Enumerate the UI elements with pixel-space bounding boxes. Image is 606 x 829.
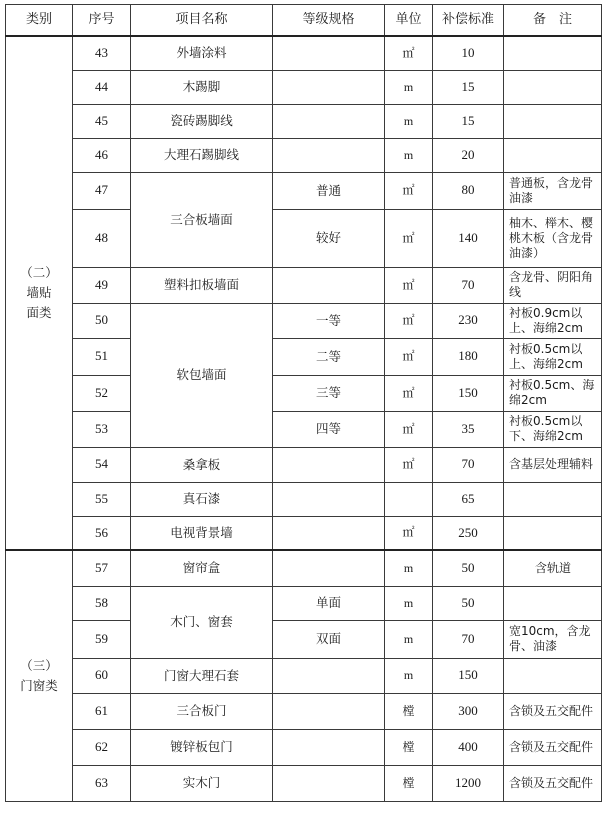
row-number: 56 <box>73 516 131 550</box>
standard-cell: 35 <box>433 411 504 447</box>
unit-cell <box>385 482 433 516</box>
grade-cell <box>273 765 385 801</box>
grade-cell: 较好 <box>273 209 385 267</box>
category-label: 墙贴 <box>26 285 52 300</box>
table-row <box>6 209 602 267</box>
item-name: 外墙涂料 <box>131 36 273 70</box>
remarks-cell: 衬板0.9cm以上、海绵2cm <box>504 303 602 338</box>
unit-cell: m <box>385 620 433 658</box>
item-name: 软包墙面 <box>131 303 273 447</box>
row-number: 45 <box>73 104 131 138</box>
standard-cell: 70 <box>433 267 504 303</box>
row-number: 47 <box>73 172 131 209</box>
standard-cell: 15 <box>433 70 504 104</box>
remarks-cell: 含锁及五交配件 <box>504 729 602 765</box>
category-label: 面类 <box>26 305 52 320</box>
header-standard: 补偿标准 <box>433 5 504 37</box>
table-row <box>6 658 602 693</box>
remarks-cell <box>504 138 602 172</box>
grade-cell: 普通 <box>273 172 385 209</box>
remarks-cell <box>504 104 602 138</box>
row-number: 53 <box>73 411 131 447</box>
grade-cell <box>273 447 385 482</box>
standard-cell: 150 <box>433 658 504 693</box>
table-row <box>6 303 602 338</box>
table-row <box>6 447 602 482</box>
unit-cell: ㎡ <box>385 36 433 70</box>
row-number: 51 <box>73 338 131 375</box>
grade-cell <box>273 729 385 765</box>
standard-cell: 70 <box>433 447 504 482</box>
row-number: 54 <box>73 447 131 482</box>
unit-cell: ㎡ <box>385 209 433 267</box>
item-name: 镀锌板包门 <box>131 729 273 765</box>
unit-cell: m <box>385 70 433 104</box>
grade-cell <box>273 658 385 693</box>
remarks-cell <box>504 586 602 620</box>
header-remarks: 备 注 <box>504 5 602 37</box>
table-row <box>6 693 602 729</box>
header-category: 类别 <box>6 5 73 37</box>
table-row <box>6 586 602 620</box>
standard-cell: 50 <box>433 586 504 620</box>
remarks-cell: 含锁及五交配件 <box>504 693 602 729</box>
standard-cell: 70 <box>433 620 504 658</box>
remarks-cell: 衬板0.5cm、海绵2cm <box>504 375 602 411</box>
table-row <box>6 70 602 104</box>
category-label: （三） <box>20 657 58 673</box>
item-name: 真石漆 <box>131 482 273 516</box>
table-row <box>6 375 602 411</box>
grade-cell <box>273 516 385 550</box>
item-name: 电视背景墙 <box>131 516 273 550</box>
table-row <box>6 36 602 70</box>
item-name: 三合板门 <box>131 693 273 729</box>
standard-cell: 1200 <box>433 765 504 801</box>
standard-cell: 230 <box>433 303 504 338</box>
unit-cell: m <box>385 138 433 172</box>
standard-cell: 65 <box>433 482 504 516</box>
header-item-name: 项目名称 <box>131 5 273 37</box>
row-number: 50 <box>73 303 131 338</box>
row-number: 44 <box>73 70 131 104</box>
unit-cell: ㎡ <box>385 172 433 209</box>
standard-cell: 80 <box>433 172 504 209</box>
remarks-cell: 宽10cm，含龙骨、油漆 <box>504 620 602 658</box>
remarks-cell: 普通板，含龙骨油漆 <box>504 172 602 209</box>
table-row <box>6 138 602 172</box>
row-number: 43 <box>73 36 131 70</box>
category-cell-wall <box>6 36 73 550</box>
remarks-cell: 含基层处理辅料 <box>504 447 602 482</box>
item-name: 木门、窗套 <box>131 586 273 658</box>
grade-cell <box>273 693 385 729</box>
remarks-cell: 含锁及五交配件 <box>504 765 602 801</box>
unit-cell: ㎡ <box>385 411 433 447</box>
row-number: 58 <box>73 586 131 620</box>
standard-cell: 10 <box>433 36 504 70</box>
table-row <box>6 411 602 447</box>
item-name: 瓷砖踢脚线 <box>131 104 273 138</box>
remarks-cell: 衬板0.5cm以上、海绵2cm <box>504 338 602 375</box>
row-number: 62 <box>73 729 131 765</box>
table-row <box>6 550 602 586</box>
table-row <box>6 482 602 516</box>
item-name: 桑拿板 <box>131 447 273 482</box>
standard-cell: 250 <box>433 516 504 550</box>
remarks-cell: 衬板0.5cm以下、海绵2cm <box>504 411 602 447</box>
unit-cell: ㎡ <box>385 375 433 411</box>
item-name: 窗帘盒 <box>131 550 273 586</box>
unit-cell: ㎡ <box>385 267 433 303</box>
item-name: 木踢脚 <box>131 70 273 104</box>
category-label: 门窗类 <box>20 677 58 693</box>
remarks-cell <box>504 516 602 550</box>
remarks-cell: 含轨道 <box>504 550 602 586</box>
table-row <box>6 516 602 550</box>
table-row <box>6 729 602 765</box>
unit-cell: m <box>385 104 433 138</box>
standard-cell: 300 <box>433 693 504 729</box>
row-number: 63 <box>73 765 131 801</box>
remarks-cell: 柚木、榉木、樱桃木板（含龙骨油漆） <box>504 209 602 267</box>
remarks-cell: 含龙骨、阴阳角线 <box>504 267 602 303</box>
grade-cell: 三等 <box>273 375 385 411</box>
unit-cell: 樘 <box>385 765 433 801</box>
grade-cell <box>273 550 385 586</box>
unit-cell: 樘 <box>385 729 433 765</box>
row-number: 46 <box>73 138 131 172</box>
grade-cell <box>273 70 385 104</box>
item-name: 塑料扣板墙面 <box>131 267 273 303</box>
grade-cell: 一等 <box>273 303 385 338</box>
table-row <box>6 620 602 658</box>
unit-cell: ㎡ <box>385 447 433 482</box>
unit-cell: m <box>385 658 433 693</box>
row-number: 52 <box>73 375 131 411</box>
item-name: 大理石踢脚线 <box>131 138 273 172</box>
grade-cell <box>273 138 385 172</box>
grade-cell: 双面 <box>273 620 385 658</box>
standard-cell: 15 <box>433 104 504 138</box>
row-number: 55 <box>73 482 131 516</box>
grade-cell: 二等 <box>273 338 385 375</box>
table-header-row <box>6 5 602 37</box>
remarks-cell <box>504 482 602 516</box>
row-number: 60 <box>73 658 131 693</box>
grade-cell <box>273 482 385 516</box>
table-row <box>6 104 602 138</box>
row-number: 59 <box>73 620 131 658</box>
remarks-cell <box>504 36 602 70</box>
compensation-table <box>5 4 602 802</box>
row-number: 57 <box>73 550 131 586</box>
table-row <box>6 765 602 801</box>
table-row <box>6 172 602 209</box>
item-name: 门窗大理石套 <box>131 658 273 693</box>
row-number: 48 <box>73 209 131 267</box>
standard-cell: 150 <box>433 375 504 411</box>
unit-cell: 樘 <box>385 693 433 729</box>
standard-cell: 180 <box>433 338 504 375</box>
item-name: 三合板墙面 <box>131 172 273 267</box>
table-row <box>6 338 602 375</box>
standard-cell: 400 <box>433 729 504 765</box>
row-number: 49 <box>73 267 131 303</box>
grade-cell <box>273 267 385 303</box>
grade-cell <box>273 104 385 138</box>
category-cell-door-window <box>6 550 73 801</box>
grade-cell: 单面 <box>273 586 385 620</box>
table-row <box>6 267 602 303</box>
grade-cell <box>273 36 385 70</box>
row-number: 61 <box>73 693 131 729</box>
unit-cell: ㎡ <box>385 338 433 375</box>
unit-cell: m <box>385 550 433 586</box>
item-name: 实木门 <box>131 765 273 801</box>
header-grade: 等级规格 <box>273 5 385 37</box>
unit-cell: m <box>385 586 433 620</box>
grade-cell: 四等 <box>273 411 385 447</box>
category-label: （二） <box>20 265 58 280</box>
header-number: 序号 <box>73 5 131 37</box>
remarks-cell <box>504 70 602 104</box>
standard-cell: 20 <box>433 138 504 172</box>
unit-cell: ㎡ <box>385 303 433 338</box>
standard-cell: 140 <box>433 209 504 267</box>
remarks-cell <box>504 658 602 693</box>
header-unit: 单位 <box>385 5 433 37</box>
unit-cell: ㎡ <box>385 516 433 550</box>
standard-cell: 50 <box>433 550 504 586</box>
